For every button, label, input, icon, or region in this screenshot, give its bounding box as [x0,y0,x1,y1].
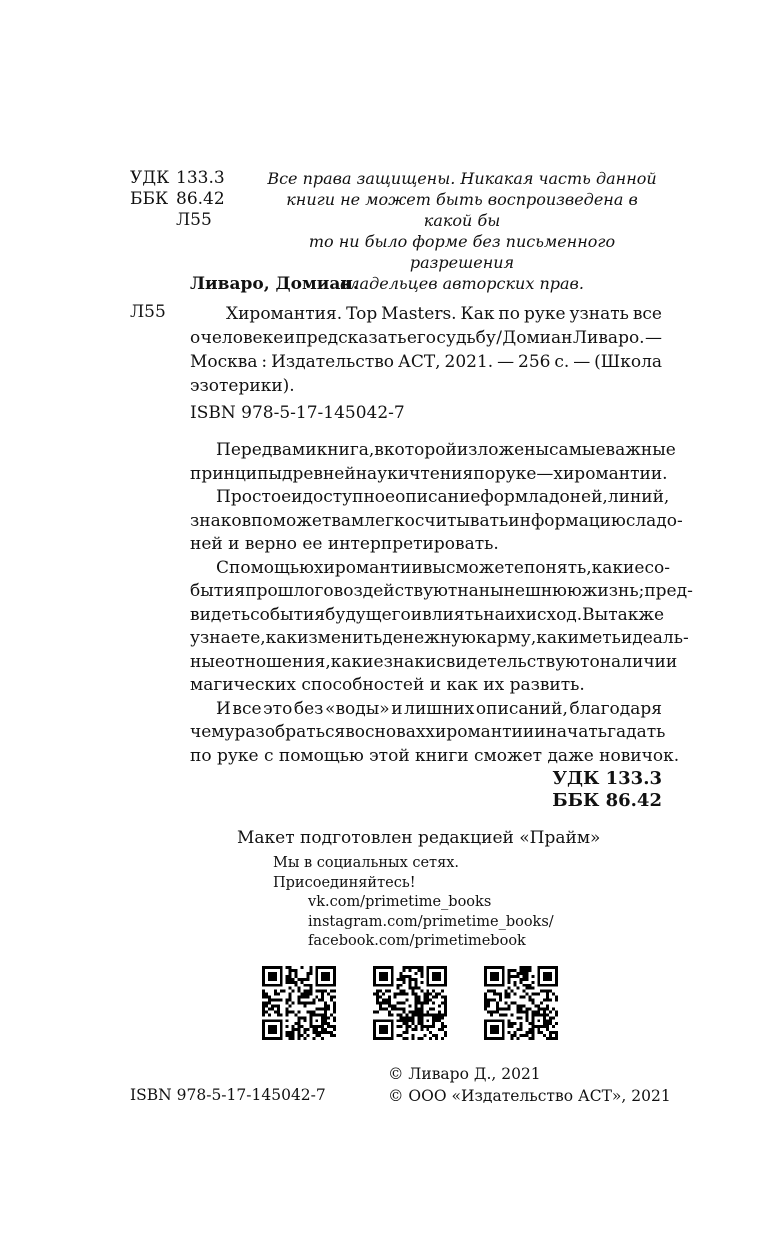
text-line: ней и верно ее интерпретировать. [190,534,499,554]
qr-code-icon[interactable] [262,966,336,1040]
bbk-label: ББК [130,189,169,209]
text-line: знаков поможет вам легко считывать информацию с ладо- [190,510,683,531]
rights-line: Все права защищены. Никакая часть данной [267,169,657,188]
annotation [190,439,693,768]
bbk-bold: ББК 86.42 [552,790,662,811]
text-line: Простое и доступное описание форм ладоней, линий, [216,487,670,507]
catalog-author: Ливаро, Домиан. [190,274,359,294]
udk-value: 133.3 [176,168,225,188]
text-line: принципы древней науки чтения по руке — хиромантии. [190,463,668,484]
text-line: С помощью хиромантии вы сможете понять, какие со- [216,557,670,578]
bbk-row [130,189,225,210]
text-line: о человеке и предсказать его судьбу / Домиан Ливаро. — [190,328,662,348]
text-line: чему разобраться в основах хиромантии и начать гадать [190,722,666,742]
text-line: И все это без «воды» и лишних описаний, благодаря [216,698,662,719]
classification-bold [552,768,662,812]
classification-header [130,168,225,231]
text-line: магических способностей и как их развить. [190,675,585,695]
text-line: бытия прошлого воздействуют на нынешнюю жизнь; пред- [190,581,693,601]
udk-row [130,168,225,189]
qr-code-icon[interactable] [373,966,447,1040]
rights-line: то ни было форме без письменного разрешения [308,232,616,272]
social-heading-line: Мы в социальных сетях. [273,855,460,871]
copyright-author: © Ливаро Д., 2021 [388,1065,541,1083]
text-line: видеть события будущего и влиять на их исход. Вы также [190,604,665,625]
udk-label: УДК [130,168,170,188]
text-line: Москва : Издательство АСТ, 2021. — 256 с. — (Школа [190,352,662,372]
social-heading [273,854,459,893]
author-sign: Л55 [176,210,212,230]
copyright [388,1063,671,1107]
catalog-code: Л55 [130,302,166,322]
footer-isbn: ISBN 978-5-17-145042-7 [130,1086,326,1104]
text-line: ные отношения, какие знаки свидетельствуют о наличии [190,651,678,672]
facebook-link[interactable]: facebook.com/primetimebook [308,933,526,949]
rights-line: владельцев авторских прав. [340,274,584,293]
text-line: по руке с помощью этой книги сможет даже новичок. [190,745,680,766]
bibliographic-description [190,302,662,398]
text-line: узнаете, как изменить денежную карму, как иметь идеаль- [190,628,689,648]
bbk-value: 86.42 [176,189,225,209]
catalog-isbn: ISBN 978-5-17-145042-7 [190,403,405,423]
text-line: Хиромантия. Top Masters. Как по руке узнать все [226,304,662,324]
copyright-publisher: © ООО «Издательство АСТ», 2021 [388,1087,671,1105]
udk-bold: УДК 133.3 [552,768,662,789]
vk-link[interactable]: vk.com/primetime_books [308,894,492,910]
text-line: Перед вами книга, в которой изложены самые важные [216,440,676,460]
prepared-by: Макет подготовлен редакцией «Прайм» [237,828,601,848]
social-heading-line: Присоединяйтесь! [273,874,416,891]
rights-line: книги не может быть воспроизведена в какой бы [286,190,638,230]
text-line: эзотерики). [190,376,295,396]
instagram-link[interactable]: instagram.com/primetime_books/ [308,913,554,930]
qr-code-icon[interactable] [484,966,558,1040]
author-sign-row [130,210,225,231]
social-links [308,893,554,952]
